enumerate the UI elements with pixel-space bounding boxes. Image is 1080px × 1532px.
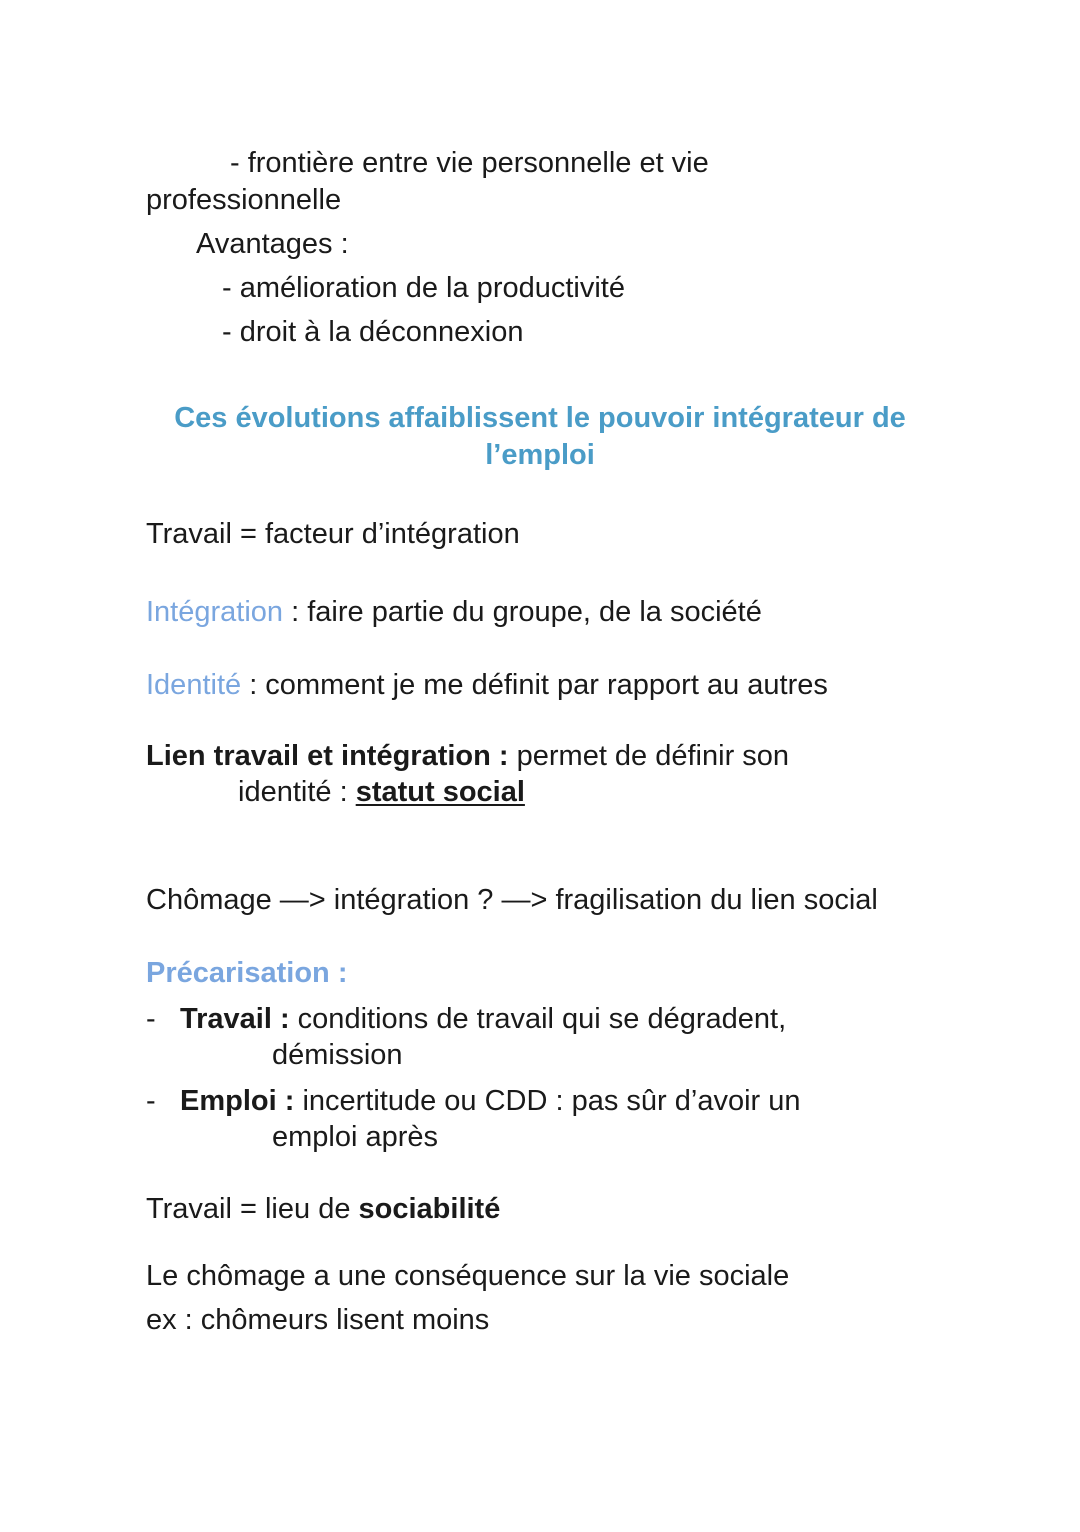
section-heading-line1: Ces évolutions affaiblissent le pouvoir intégrateur de: [174, 402, 906, 434]
sociabilite-prefix: Travail = lieu de: [146, 1193, 359, 1225]
list-item-emploi: [180, 1083, 801, 1119]
frontiere-line-cont: professionnelle: [146, 184, 342, 216]
list-item-label: Emploi :: [180, 1085, 295, 1117]
list-item-label: Travail :: [180, 1003, 290, 1035]
avantage-item-productivite: - amélioration de la productivité: [222, 272, 625, 304]
list-bullet: -: [146, 1085, 156, 1117]
list-item-text: conditions de travail qui se dégradent,: [289, 1003, 787, 1035]
frontiere-line: - frontière entre vie personnelle et vie: [230, 147, 709, 179]
statut-social: statut social: [355, 776, 525, 808]
list-item-text: incertitude ou CDD : pas sûr d’avoir un: [294, 1085, 801, 1117]
avantage-item-deconnexion: - droit à la déconnexion: [222, 316, 524, 348]
sociabilite-line: [146, 1191, 500, 1227]
list-item-travail-cont: démission: [272, 1039, 403, 1071]
identite-definition: [146, 667, 828, 703]
list-item-emploi-cont: emploi après: [272, 1121, 439, 1153]
integration-definition-text: : faire partie du groupe, de la société: [283, 596, 762, 628]
integration-term: Intégration: [146, 596, 284, 628]
lien-travail-line: [146, 738, 789, 774]
conclusion-line: Le chômage a une conséquence sur la vie sociale: [146, 1260, 790, 1292]
list-item-travail: [180, 1001, 786, 1037]
lien-travail-text: permet de définir son: [508, 740, 790, 772]
identite-term: Identité: [146, 669, 242, 701]
avantages-label: Avantages :: [196, 228, 349, 260]
integration-definition: [146, 594, 762, 630]
precarisation-title: Précarisation :: [146, 957, 348, 989]
travail-facteur-line: Travail = facteur d’intégration: [146, 518, 520, 550]
chomage-line: Chômage —> intégration ? —> fragilisation du lien social: [146, 884, 878, 916]
lien-travail-line-cont: [238, 774, 525, 810]
section-heading-line2: l’emploi: [485, 439, 595, 471]
identite-prefix: identité :: [238, 776, 356, 808]
example-line: ex : chômeurs lisent moins: [146, 1304, 490, 1336]
sociabilite-term: sociabilité: [358, 1193, 501, 1225]
identite-definition-text: : comment je me définit par rapport au autres: [241, 669, 828, 701]
list-bullet: -: [146, 1003, 156, 1035]
lien-travail-label: Lien travail et intégration :: [146, 740, 509, 772]
